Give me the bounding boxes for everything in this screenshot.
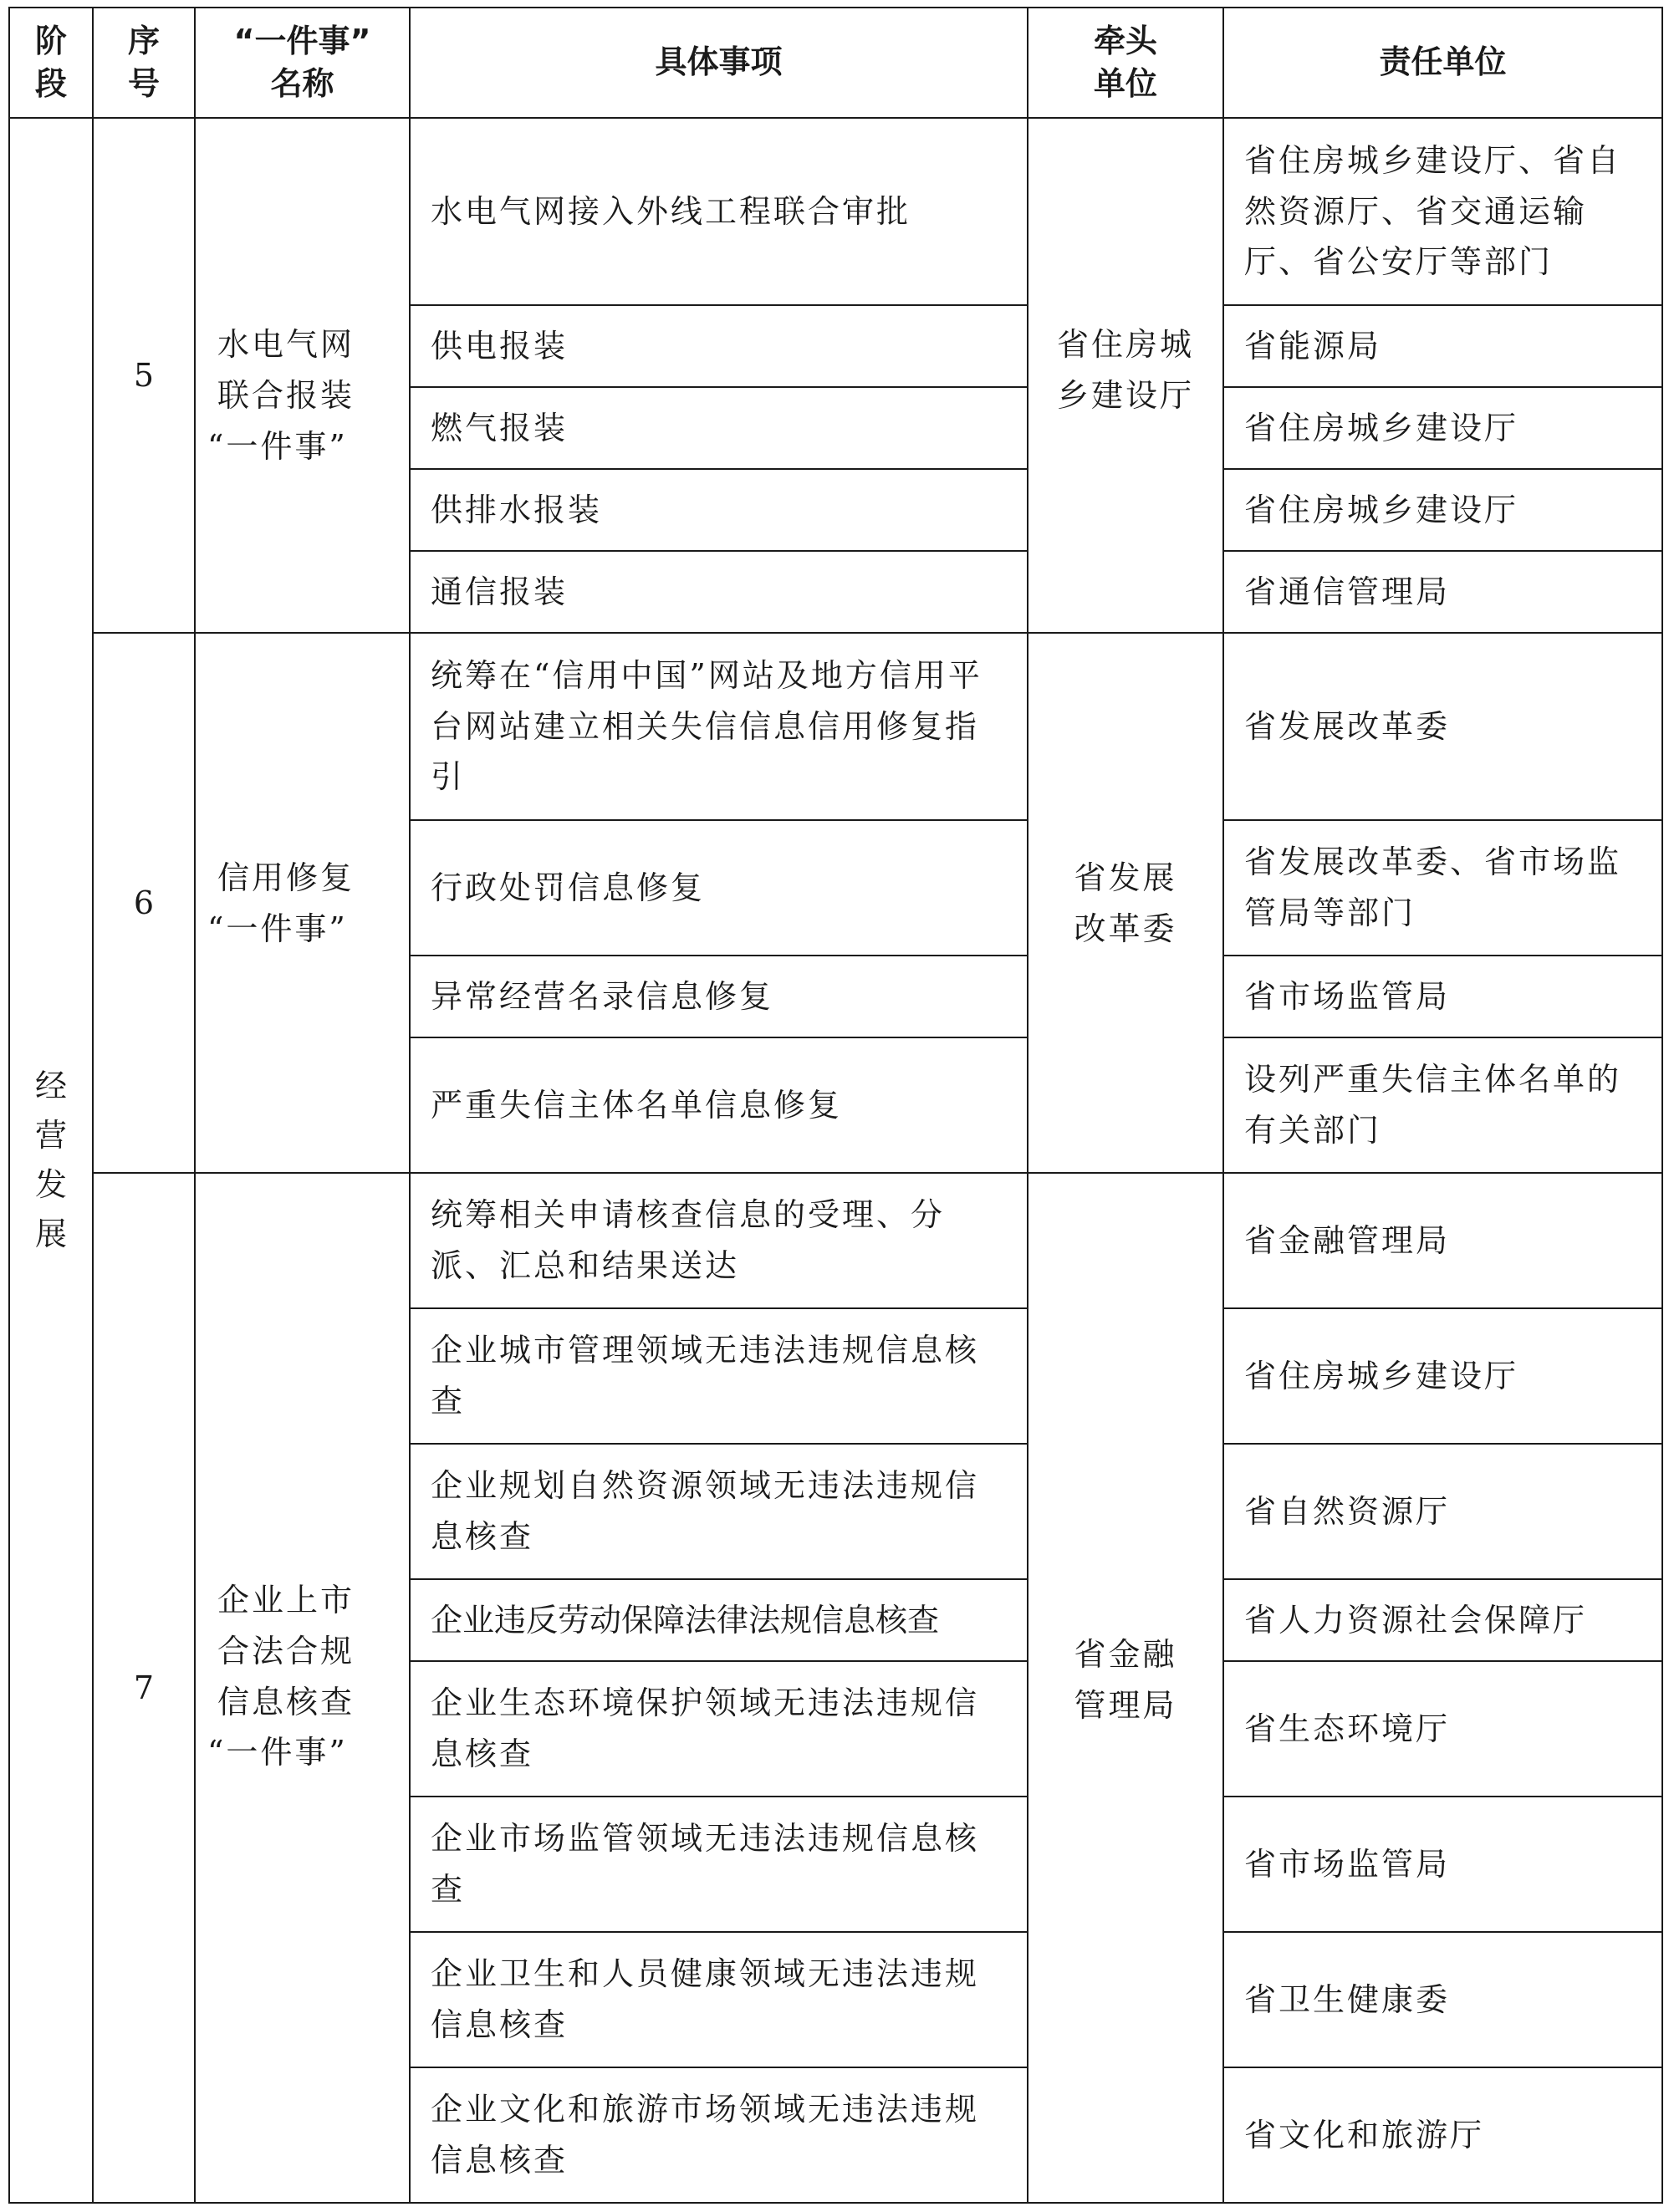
stage-cell: 经 营 发 展 (9, 118, 93, 2203)
resp-unit-cell: 省住房城乡建设厅、省自然资源厅、省交通运输厅、省公安厅等部门 (1223, 118, 1662, 305)
item-cell: 企业文化和旅游市场领域无违法违规信息核查 (410, 2067, 1028, 2203)
resp-unit-cell: 省住房城乡建设厅 (1223, 1308, 1662, 1444)
matters-table (8, 7, 1663, 2204)
resp-unit-cell: 省市场监管局 (1223, 1797, 1662, 1932)
lead-unit-cell: 省发展 改革委 (1028, 633, 1223, 1173)
header-stage: 阶 段 (9, 8, 93, 118)
resp-unit-cell: 省市场监管局 (1223, 956, 1662, 1037)
seq-cell: 7 (93, 1173, 195, 2203)
resp-unit-cell: 省卫生健康委 (1223, 1932, 1662, 2067)
item-cell: 企业生态环境保护领域无违法违规信息核查 (410, 1661, 1028, 1797)
header-item: 具体事项 (410, 8, 1028, 118)
seq-cell: 6 (93, 633, 195, 1173)
item-cell: 企业市场监管领域无违法违规信息核查 (410, 1797, 1028, 1932)
lead-unit-cell: 省住房城 乡建设厅 (1028, 118, 1223, 633)
table-row (9, 633, 1662, 820)
item-cell: 通信报装 (410, 551, 1028, 633)
item-cell: 异常经营名录信息修复 (410, 956, 1028, 1037)
item-cell: 燃气报装 (410, 387, 1028, 469)
matter-name-cell: 水电气网 联合报装 “一件事” (195, 118, 410, 633)
item-cell: 统筹在“信用中国”网站及地方信用平台网站建立相关失信信息信用修复指引 (410, 633, 1028, 820)
resp-unit-cell: 省人力资源社会保障厅 (1223, 1579, 1662, 1661)
table-row (9, 1173, 1662, 1308)
resp-unit-cell: 省发展改革委 (1223, 633, 1662, 820)
header-row (9, 8, 1662, 118)
resp-unit-cell: 设列严重失信主体名单的有关部门 (1223, 1037, 1662, 1173)
item-cell: 企业城市管理领域无违法违规信息核查 (410, 1308, 1028, 1444)
item-cell: 行政处罚信息修复 (410, 820, 1028, 956)
matter-name-cell: 信用修复 “一件事” (195, 633, 410, 1173)
item-cell: 企业规划自然资源领域无违法违规信息核查 (410, 1444, 1028, 1579)
header-name: “一件事” 名称 (195, 8, 410, 118)
item-cell: 统筹相关申请核查信息的受理、分派、汇总和结果送达 (410, 1173, 1028, 1308)
resp-unit-cell: 省文化和旅游厅 (1223, 2067, 1662, 2203)
resp-unit-cell: 省金融管理局 (1223, 1173, 1662, 1308)
resp-unit-cell: 省自然资源厅 (1223, 1444, 1662, 1579)
header-seq: 序 号 (93, 8, 195, 118)
resp-unit-cell: 省住房城乡建设厅 (1223, 387, 1662, 469)
resp-unit-cell: 省发展改革委、省市场监管局等部门 (1223, 820, 1662, 956)
resp-unit-cell: 省生态环境厅 (1223, 1661, 1662, 1797)
resp-unit-cell: 省住房城乡建设厅 (1223, 469, 1662, 551)
resp-unit-cell: 省能源局 (1223, 305, 1662, 387)
lead-unit-cell: 省金融 管理局 (1028, 1173, 1223, 2203)
item-cell: 企业卫生和人员健康领域无违法违规信息核查 (410, 1932, 1028, 2067)
item-cell: 供电报装 (410, 305, 1028, 387)
table-row (9, 118, 1662, 305)
item-cell: 企业违反劳动保障法律法规信息核查 (410, 1579, 1028, 1661)
seq-cell: 5 (93, 118, 195, 633)
header-resp: 责任单位 (1223, 8, 1662, 118)
item-cell: 供排水报装 (410, 469, 1028, 551)
item-cell: 严重失信主体名单信息修复 (410, 1037, 1028, 1173)
resp-unit-cell: 省通信管理局 (1223, 551, 1662, 633)
matter-name-cell: 企业上市 合法合规 信息核查 “一件事” (195, 1173, 410, 2203)
header-lead: 牵头 单位 (1028, 8, 1223, 118)
item-cell: 水电气网接入外线工程联合审批 (410, 118, 1028, 305)
